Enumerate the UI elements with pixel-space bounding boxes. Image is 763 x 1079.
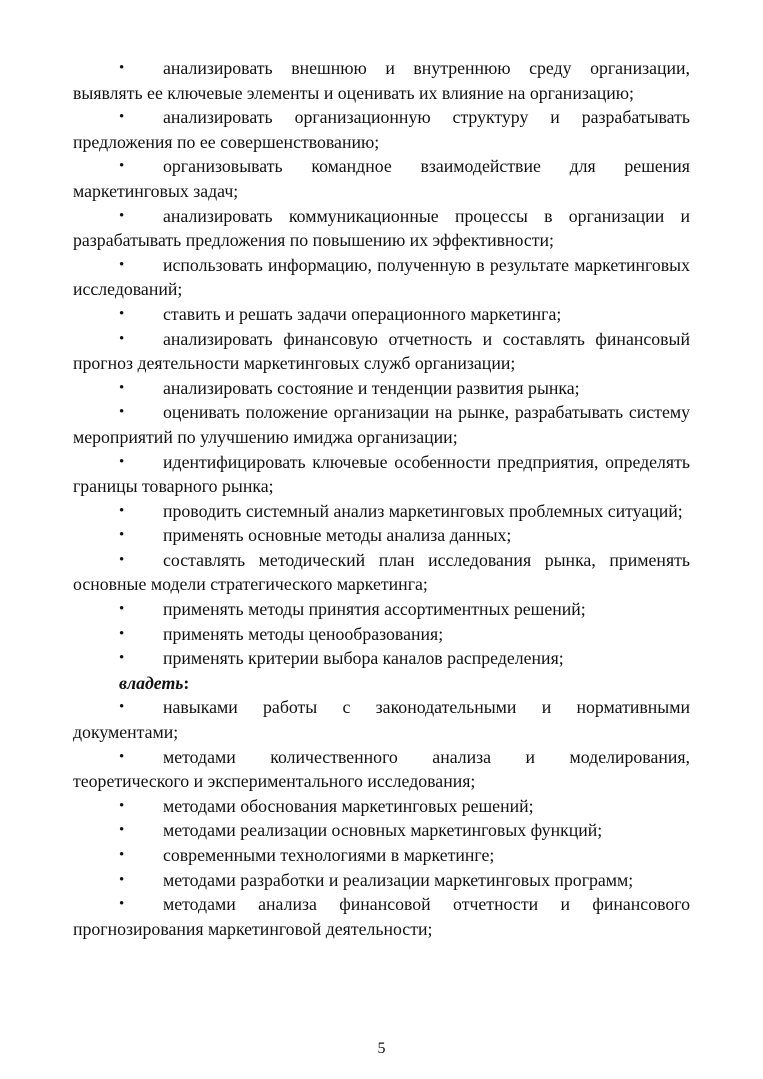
bullet-icon: • — [119, 109, 125, 126]
list-item-text: методами количественного анализа и моделирования, теоретического и экспериментального исследования; — [73, 746, 690, 792]
list-item — [73, 745, 690, 794]
list-item — [73, 523, 690, 548]
list-item-text: методами анализа финансовой отчетности и финансового прогнозирования маркетинговой деятельности; — [73, 894, 690, 939]
bullet-icon: • — [119, 158, 125, 175]
list-item-text: применять методы принятия ассортиментных решений; — [163, 599, 586, 620]
list-item-text: анализировать состояние и тенденции развития рынка; — [163, 377, 580, 398]
bullet-icon: • — [119, 453, 125, 470]
list-item-text: оценивать положение организации на рынке, разрабатывать систему мероприятий по улучшению имиджа организации; — [73, 402, 690, 447]
bullet-icon: • — [119, 207, 125, 224]
mastery-list — [73, 695, 690, 941]
bullet-icon: • — [119, 404, 125, 421]
bullet-icon: • — [119, 871, 125, 888]
list-item-text: применять методы ценообразования; — [163, 623, 444, 644]
list-item-text: методами разработки и реализации маркетинговых программ; — [163, 869, 634, 890]
list-item-text: идентифицировать ключевые особенности предприятия, определять границы товарного рынка; — [73, 451, 690, 497]
list-item — [73, 794, 690, 819]
bullet-icon: • — [119, 527, 125, 544]
list-item-text: навыками работы с законодательными и нормативными документами; — [73, 697, 690, 743]
section-heading — [73, 671, 690, 696]
list-item-text: современными технологиями в маркетинге; — [163, 845, 495, 865]
list-item — [73, 302, 690, 327]
bullet-icon: • — [119, 60, 125, 76]
list-item-text: применять основные методы анализа данных; — [163, 525, 512, 546]
list-item — [73, 818, 690, 843]
list-item — [73, 154, 690, 203]
list-item — [73, 450, 690, 499]
list-item — [73, 843, 690, 868]
bullet-icon: • — [119, 650, 125, 667]
list-item-text: методами реализации основных маркетинговых функций; — [163, 820, 603, 841]
list-item — [73, 548, 690, 597]
list-item — [73, 597, 690, 622]
heading-word: владеть — [119, 672, 184, 693]
list-item — [73, 253, 690, 302]
list-item-text: анализировать организационную структуру и разрабатывать предложения по ее совершенствованию; — [73, 107, 690, 152]
bullet-icon: • — [119, 551, 125, 568]
list-item — [73, 892, 690, 941]
list-item — [73, 400, 690, 449]
list-item — [73, 105, 690, 154]
bullet-icon: • — [119, 699, 125, 716]
list-item-text: организовывать командное взаимодействие для решения маркетинговых задач; — [73, 156, 690, 201]
list-item — [73, 56, 690, 105]
bullet-icon: • — [119, 379, 125, 396]
list-item-text: анализировать финансовую отчетность и составлять финансовый прогноз деятельности маркетинговых служб организации; — [73, 328, 690, 374]
bullet-icon: • — [119, 896, 125, 913]
list-item-text: анализировать внешнюю и внутреннюю среду организации, выявлять ее ключевые элементы и оценивать их влияние на организацию; — [73, 58, 690, 103]
bullet-icon: • — [119, 847, 125, 863]
bullet-icon: • — [119, 601, 125, 618]
skills-list — [73, 56, 690, 671]
list-item-text: составлять методический план исследования рынка, применять основные модели стратегического маркетинга; — [73, 549, 690, 595]
heading-colon: : — [183, 672, 190, 693]
list-item-text: анализировать коммуникационные процессы в организации и разрабатывать предложения по повышению их эффективности; — [73, 205, 690, 251]
page-number: 5 — [377, 1040, 386, 1057]
list-item — [73, 622, 690, 647]
list-item — [73, 695, 690, 744]
list-item — [73, 499, 690, 524]
bullet-icon: • — [119, 502, 125, 519]
list-item-text: проводить системный анализ маркетинговых проблемных ситуаций; — [163, 500, 683, 521]
list-item — [73, 646, 690, 671]
list-item-text: применять критерии выбора каналов распределения; — [163, 648, 564, 669]
list-item-text: использовать информацию, полученную в результате маркетинговых исследований; — [73, 254, 690, 300]
bullet-icon: • — [119, 305, 125, 322]
bullet-icon: • — [119, 256, 125, 273]
list-item — [73, 868, 690, 893]
page-content — [73, 56, 690, 941]
list-item — [73, 204, 690, 253]
bullet-icon: • — [119, 330, 125, 347]
list-item-text: методами обоснования маркетинговых решений; — [163, 795, 534, 816]
bullet-icon: • — [119, 797, 125, 814]
list-item — [73, 376, 690, 401]
list-item-text: ставить и решать задачи операционного маркетинга; — [163, 303, 562, 324]
bullet-icon: • — [119, 625, 125, 642]
list-item — [73, 327, 690, 376]
bullet-icon: • — [119, 748, 125, 765]
bullet-icon: • — [119, 822, 125, 839]
